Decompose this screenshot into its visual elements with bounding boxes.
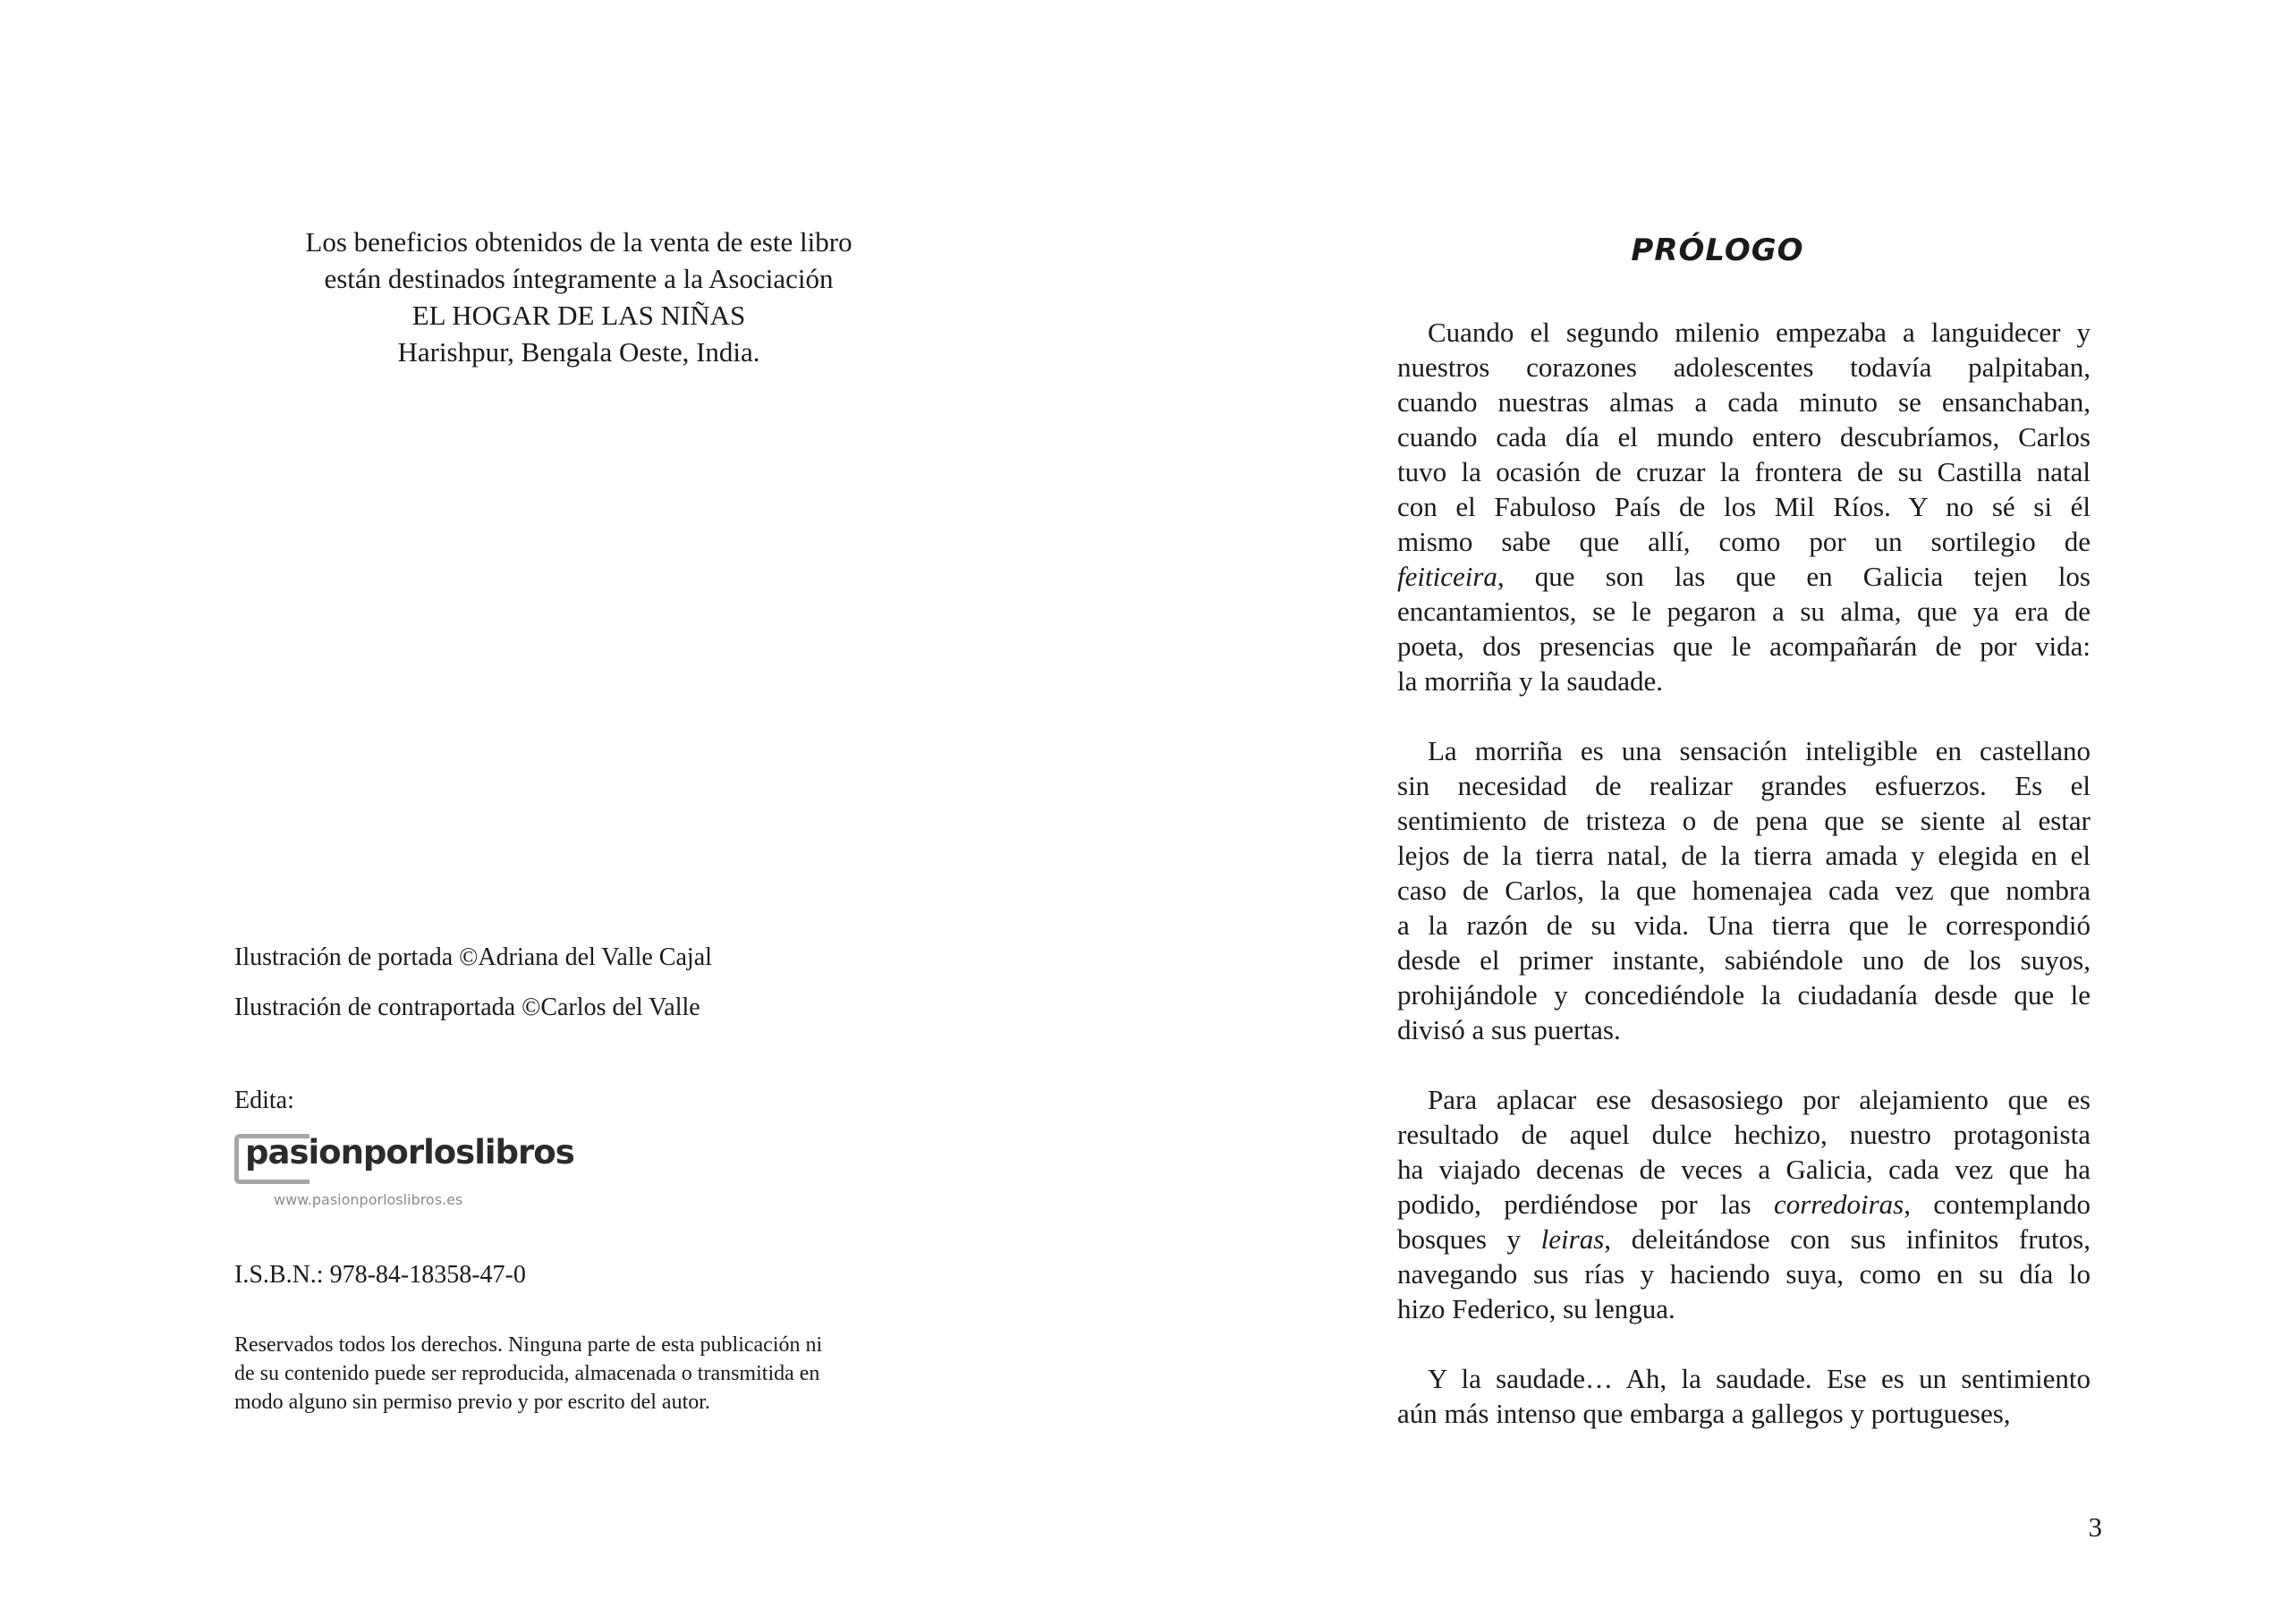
prologue-line: lejos de la tierra natal, de la tierra amada y elegida en el [1397, 840, 2091, 871]
page-number: 3 [2088, 1511, 2102, 1543]
prologue-title: PRÓLOGO [1631, 233, 1804, 268]
italic-term: leiras [1540, 1223, 1605, 1255]
prologue-line: prohijándole y concediéndole la ciudadanía desde que le [1397, 979, 2091, 1011]
prologue-line: cuando cada día el mundo entero descubríamos, Carlos [1397, 421, 2091, 453]
dedication [234, 224, 923, 370]
prologue-line: aún más intenso que embarga a gallegos y portugueses, [1397, 1398, 2011, 1429]
prologue-line: podido, perdiéndose por las corredoiras, contemplando [1397, 1188, 2091, 1220]
rights-line: modo alguno sin permiso previo y por escrito del autor. [234, 1391, 710, 1414]
rights-line: Reservados todos los derechos. Ninguna parte de esta publicación ni [234, 1333, 823, 1357]
prologue-line: navegando sus rías y haciendo suya, como en su día lo [1397, 1258, 2091, 1290]
right-page [1145, 0, 2290, 1624]
prologue-line: feiticeira, que son las que en Galicia tejen los [1397, 561, 2091, 592]
publisher-logo [234, 1129, 574, 1211]
prologue-line: hizo Federico, su lengua. [1397, 1293, 1675, 1324]
prologue-line: divisó a sus puertas. [1397, 1014, 1621, 1045]
edita-label: Edita: [234, 1087, 294, 1114]
prologue-line: cuando nuestras almas a cada minuto se ensanchaban, [1397, 386, 2091, 418]
dedication-line: Los beneficios obtenidos de la venta de este libro [305, 226, 852, 258]
rights-line: de su contenido puede ser reproducida, almacenada o transmitida en [234, 1362, 820, 1385]
back-cover-illustration-credit: Ilustración de contraportada ©Carlos del Valle [234, 994, 700, 1021]
italic-term: corredoiras [1773, 1188, 1904, 1220]
publisher-name: pasionporloslibros [245, 1133, 574, 1171]
prologue-line: sin necesidad de realizar grandes esfuerzos. Es el [1397, 770, 2091, 801]
prologue-line: Para aplacar ese desasosiego por alejamiento que es [1428, 1084, 2091, 1115]
illustration-credits [234, 942, 712, 1042]
rights-notice [234, 1331, 950, 1417]
prologue-line: Cuando el segundo milenio empezaba a languidecer y [1428, 317, 2091, 348]
prologue-body [1397, 315, 2091, 1466]
publisher-url: www.pasionporloslibros.es [274, 1191, 463, 1208]
prologue-paragraph [1397, 1361, 2091, 1431]
prologue-line: desde el primer instante, sabiéndole uno de los suyos, [1397, 944, 2091, 976]
prologue-line: la morriña y la saudade. [1397, 665, 1663, 697]
dedication-line: Harishpur, Bengala Oeste, India. [397, 336, 760, 368]
prologue-line: tuvo la ocasión de cruzar la frontera de su Castilla natal [1397, 456, 2091, 487]
prologue-line: Y la saudade… Ah, la saudade. Ese es un sentimiento [1428, 1363, 2091, 1394]
prologue-paragraph [1397, 1082, 2091, 1326]
prologue-line: bosques y leiras, deleitándose con sus infinitos frutos, [1397, 1223, 2091, 1255]
dedication-line: están destinados íntegramente a la Asociación [324, 263, 834, 294]
prologue-line: sentimiento de tristeza o de pena que se siente al estar [1397, 805, 2091, 836]
prologue-line: La morriña es una sensación inteligible en castellano [1428, 735, 2091, 766]
italic-term: feiticeira [1397, 561, 1497, 592]
dedication-line: EL HOGAR DE LAS NIÑAS [411, 300, 746, 331]
cover-illustration-credit: Ilustración de portada ©Adriana del Valle Cajal [234, 943, 712, 971]
prologue-line: resultado de aquel dulce hechizo, nuestro protagonista [1397, 1119, 2091, 1150]
prologue-line: poeta, dos presencias que le acompañarán de por vida: [1397, 630, 2091, 662]
prologue-line: encantamientos, se le pegaron a su alma, que ya era de [1397, 596, 2091, 627]
isbn: I.S.B.N.: 978-84-18358-47-0 [234, 1261, 526, 1289]
prologue-line: caso de Carlos, la que homenajea cada vez que nombra [1397, 875, 2091, 906]
prologue-line: nuestros corazones adolescentes todavía palpitaban, [1397, 351, 2091, 383]
prologue-line: con el Fabuloso País de los Mil Ríos. Y no sé si él [1397, 491, 2091, 522]
prologue-paragraph [1397, 733, 2091, 1047]
prologue-line: mismo sabe que allí, como por un sortilegio de [1397, 526, 2091, 557]
prologue-line: ha viajado decenas de veces a Galicia, cada vez que ha [1397, 1154, 2091, 1185]
prologue-line: a la razón de su vida. Una tierra que le correspondió [1397, 909, 2091, 941]
prologue-paragraph [1397, 315, 2091, 698]
